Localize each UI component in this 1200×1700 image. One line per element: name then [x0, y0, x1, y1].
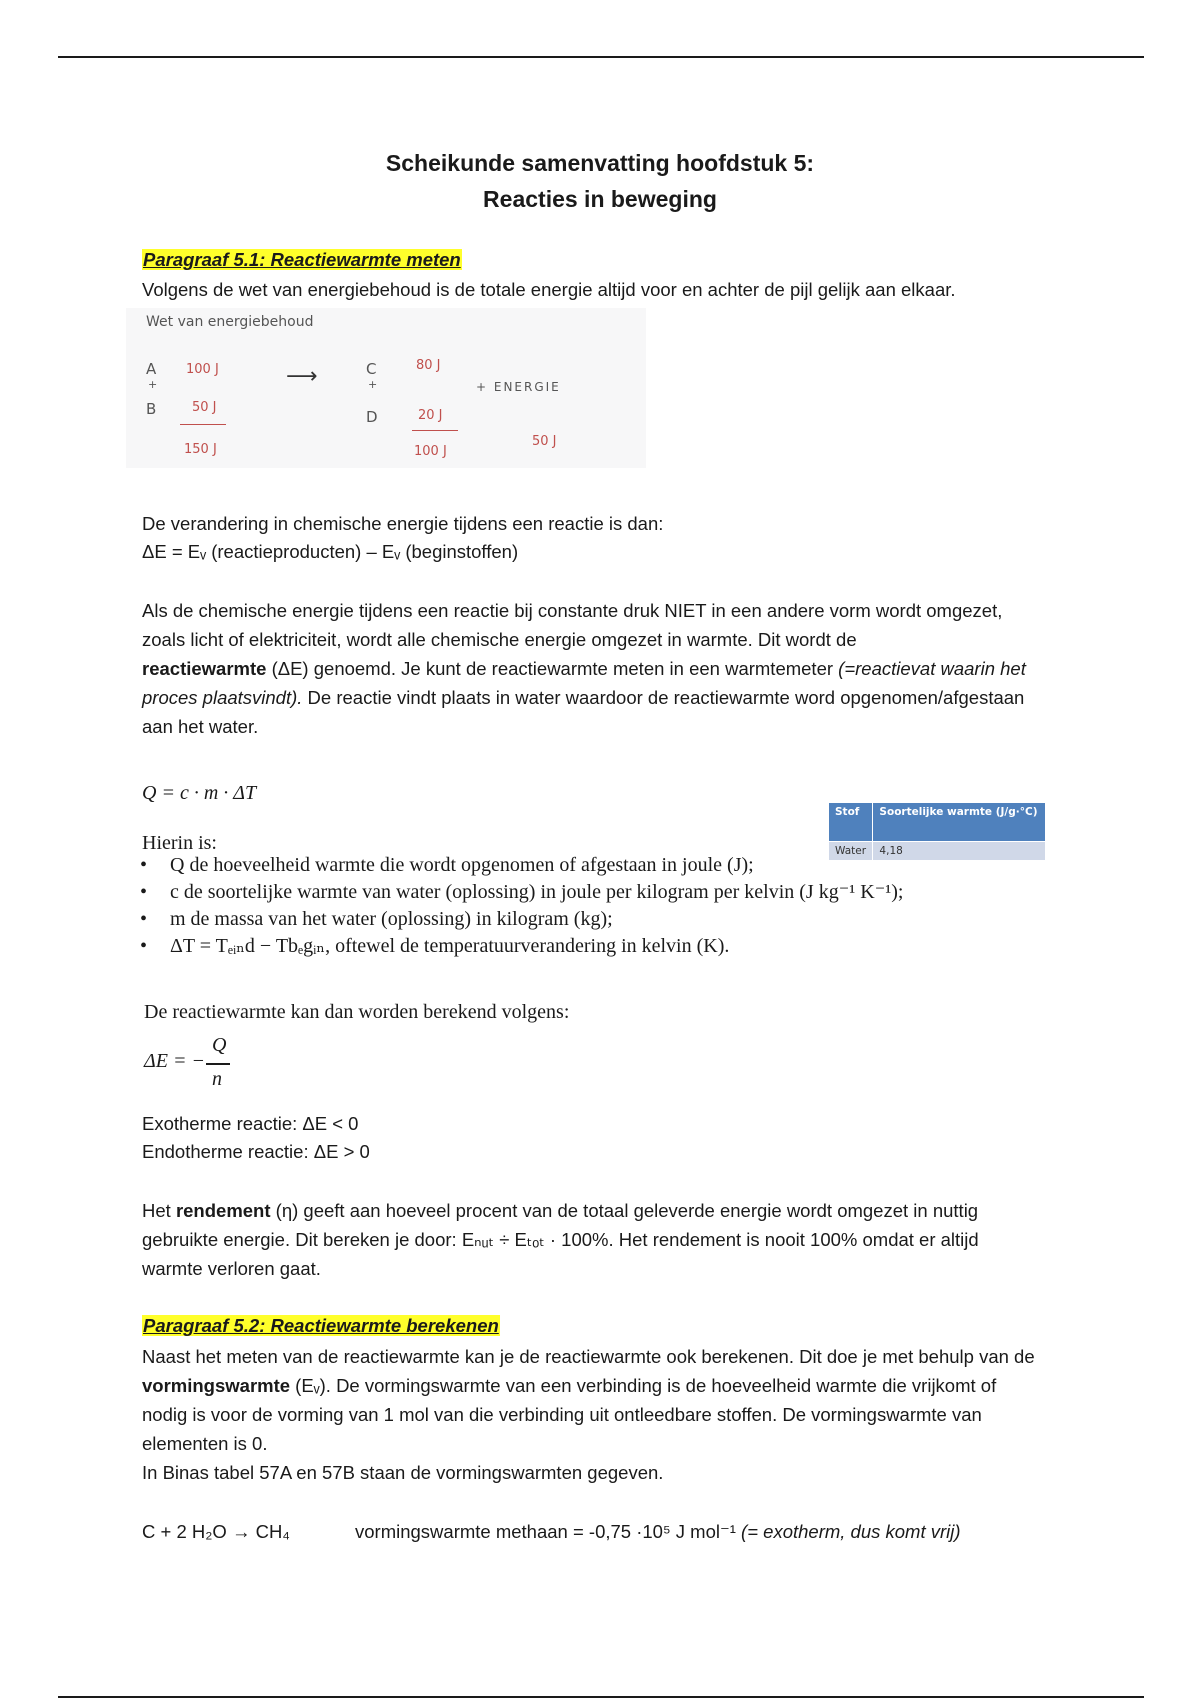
- list-item: • Q de hoeveelheid warmte die wordt opgenomen of afgestaan in joule (J);: [138, 852, 903, 879]
- energy-conservation-sketch: [126, 308, 646, 468]
- binas-line: In Binas tabel 57A en 57B staan de vormingswarmten gegeven.: [142, 1462, 664, 1483]
- sketch-d-value: 20 J: [418, 408, 443, 423]
- reactiewarmte-para-c: De reactie vindt plaats in water waardoor de reactiewarmte word opgenomen/afgestaan aan het water.: [142, 687, 1025, 737]
- vormingswarmte-para-a: Naast het meten van de reactiewarmte kan je de reactiewarmte ook berekenen. Dit doe je met behulp van de: [142, 1346, 1035, 1367]
- intro-text: Volgens de wet van energiebehoud is de totale energie altijd voor en achter de pijl gelijk aan elkaar.: [142, 279, 956, 300]
- sketch-plus-left: +: [148, 378, 158, 391]
- sketch-energy: + ENERGIE: [476, 380, 561, 394]
- sketch-sum-left: 150 J: [184, 442, 217, 457]
- sketch-energy-value: 50 J: [532, 434, 557, 449]
- fraction-bar: [206, 1063, 230, 1065]
- reactiewarmte-term: reactiewarmte: [142, 658, 267, 679]
- fraction-numerator: Q: [212, 1034, 227, 1056]
- list-item: • ΔT = Tₑᵢₙd − Tbₑgᵢₙ, oftewel de temperatuurverandering in kelvin (K).: [138, 933, 903, 960]
- hierin-label: Hierin is:: [142, 832, 217, 854]
- sketch-title: Wet van energiebehoud: [146, 314, 314, 330]
- vormingswarmte-paragraph: [142, 1342, 1042, 1458]
- list-item: • m de massa van het water (oplossing) in kilogram (kg);: [138, 906, 903, 933]
- vormingswarmte-term: vormingswarmte: [142, 1375, 291, 1396]
- calc-intro: De reactiewarmte kan dan worden berekend volgens:: [144, 1001, 570, 1023]
- reactiewarmte-para-a: Als de chemische energie tijdens een reactie bij constante druk NIET in een andere vorm wordt omgezet, zoals licht of elektriciteit, wordt alle chemische energie omgezet in warmte. Dit wordt de: [142, 600, 1003, 650]
- q-formula: Q = c · m · ΔT: [142, 782, 257, 804]
- reaction-equation: C + 2 H₂O → CH₄: [142, 1521, 290, 1542]
- delta-intro: De verandering in chemische energie tijdens een reactie is dan:: [142, 513, 664, 534]
- list-item: • c de soortelijke warmte van water (oplossing) in joule per kilogram per kelvin (J kg⁻¹ K⁻¹);: [138, 879, 903, 906]
- section-heading-5-2-text: Paragraaf 5.2: Reactiewarmte berekenen: [143, 1315, 499, 1336]
- reactiewarmte-paragraph: [142, 596, 1042, 741]
- sketch-a: A: [146, 360, 157, 378]
- vormingswarmte-methaan: [355, 1518, 961, 1547]
- table-cell-stof: Water: [829, 842, 873, 861]
- reactiewarmte-para-b: (ΔE) genoemd. Je kunt de reactiewarmte meten in een warmtemeter: [266, 658, 839, 679]
- page-title: Scheikunde samenvatting hoofdstuk 5:: [385, 150, 815, 176]
- delta-formula: ΔE = Eᵥ (reactieproducten) – Eᵥ (beginstoffen): [142, 541, 519, 562]
- rendement-term: rendement: [175, 1200, 271, 1221]
- sketch-a-value: 100 J: [186, 362, 219, 377]
- table-header-stof: Stof: [829, 803, 873, 842]
- fraction-lhs: ΔE = −: [144, 1050, 205, 1072]
- vormingswarmte-para-b: (Eᵥ). De vormingswarmte van een verbinding is de hoeveelheid warmte die vrijkomt of nodig is voor de vorming van 1 mol van die verbinding uit ontleedbare stoffen. De vormingswarmte van elementen is 0.: [142, 1375, 997, 1454]
- table-header-warmte: Soortelijke warmte (J/g·°C): [873, 803, 1046, 842]
- bottom-rule: [58, 1696, 1144, 1698]
- section-heading-5-1-text: Paragraaf 5.1: Reactiewarmte meten: [143, 249, 461, 270]
- endotherm-line: Endotherme reactie: ΔE > 0: [142, 1141, 370, 1162]
- top-rule: [58, 56, 1144, 58]
- vormingswarmte-value: vormingswarmte methaan = -0,75 ·10⁵ J mol⁻¹: [355, 1521, 736, 1542]
- section-heading-5-2: [142, 1312, 500, 1341]
- section-heading-5-1: [142, 246, 462, 275]
- sketch-sum-right: 100 J: [414, 444, 447, 459]
- sketch-sum-line-right: [412, 430, 458, 431]
- sketch-plus-right: +: [368, 378, 378, 391]
- variable-list: [138, 852, 903, 960]
- reaction-arrow-icon: ⟶: [286, 364, 318, 389]
- sketch-b-value: 50 J: [192, 400, 217, 415]
- vormingswarmte-note: (= exotherm, dus komt vrij): [741, 1521, 961, 1542]
- reactiewarmte-note: (=reactievat waarin het proces plaatsvindt).: [142, 658, 1026, 708]
- sketch-b: B: [146, 400, 157, 418]
- table-cell-value: 4,18: [873, 842, 1046, 861]
- rendement-para-b: (η) geeft aan hoeveel procent van de totaal geleverde energie wordt omgezet in nuttig gebruikte energie. Dit bereken je door: Eₙᵤₜ ÷ Eₜₒₜ · 100%. Het rendement is nooit 100% omdat er altijd warmte verloren gaat.: [142, 1200, 979, 1279]
- sketch-c: C: [366, 360, 377, 378]
- exotherm-line: Exotherme reactie: ΔE < 0: [142, 1113, 359, 1134]
- sketch-c-value: 80 J: [416, 358, 441, 373]
- sketch-sum-line-left: [180, 424, 226, 425]
- fraction-denominator: n: [212, 1068, 222, 1090]
- rendement-para-a: Het: [142, 1200, 176, 1221]
- sketch-d: D: [366, 408, 378, 426]
- rendement-paragraph: [142, 1196, 1042, 1283]
- page-subtitle: Reacties in beweging: [483, 186, 717, 212]
